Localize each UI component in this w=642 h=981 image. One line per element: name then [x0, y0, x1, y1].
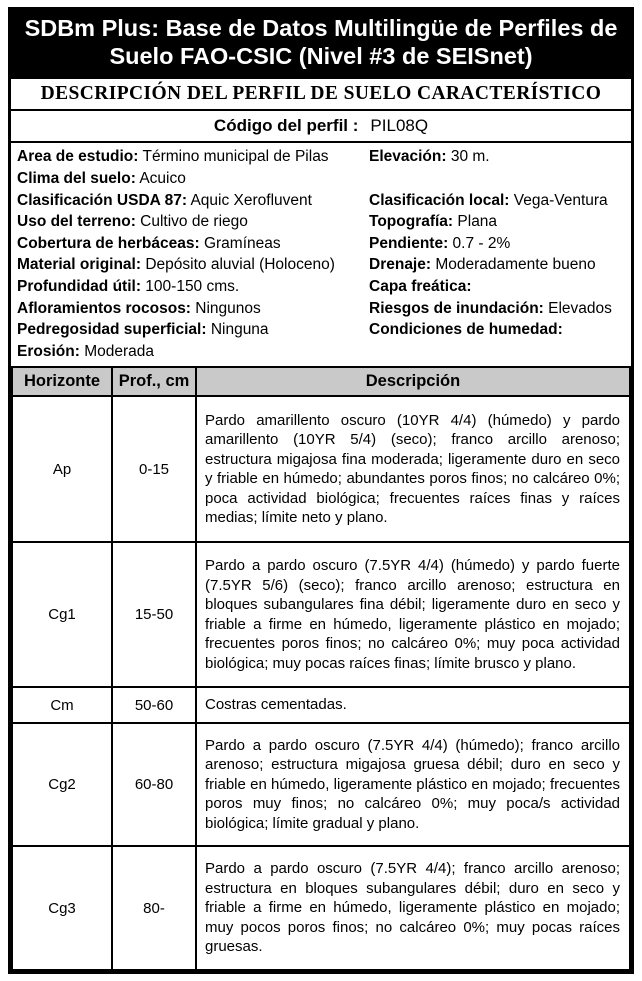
metadata-field — [17, 233, 369, 255]
horizon-cell: Cg3 — [12, 846, 112, 970]
metadata-grid — [17, 146, 625, 362]
horizon-cell: Cg2 — [12, 723, 112, 847]
metadata-value: Depósito aluvial (Holoceno) — [145, 256, 335, 274]
profile-code-label: Código del perfil : — [213, 116, 359, 136]
profile-code-value: PIL08Q — [370, 116, 429, 136]
depth-cell: 50-60 — [112, 687, 196, 723]
metadata-label: Elevación: — [369, 148, 447, 166]
metadata-value: Moderada — [84, 342, 154, 360]
metadata-label: Pendiente: — [369, 234, 449, 252]
soil-profile-report — [8, 7, 634, 974]
table-header-row — [12, 367, 630, 396]
metadata-label: Clasificación USDA 87: — [17, 191, 187, 209]
metadata-field — [17, 276, 369, 298]
metadata-field — [369, 233, 625, 255]
profile-code-row — [11, 109, 631, 141]
metadata-label: Uso del terreno: — [17, 213, 136, 231]
horizon-cell: Ap — [12, 396, 112, 542]
metadata-field — [369, 190, 625, 212]
column-header-prof: Prof., cm — [112, 367, 196, 396]
description-cell: Pardo a pardo oscuro (7.5YR 4/4); franco arcillo arenoso; estructura en bloques subangulares débil; duro en seco y friable a firme en húmedo, ligeramente plástico en mojado; muy pocos poros finos; no calcáreo 0%; muy pocas raíces gruesas. — [196, 846, 630, 970]
metadata-field — [369, 168, 625, 190]
depth-cell: 0-15 — [112, 396, 196, 542]
table-row — [12, 687, 630, 723]
table-row — [12, 542, 630, 688]
metadata-value: 0.7 - 2% — [452, 234, 511, 252]
description-cell: Pardo a pardo oscuro (7.5YR 4/4) (húmedo); franco arcillo arenoso; estructura migajosa gruesa débil; duro en seco y friable en húmedo, ligeramente plástico en mojado; frecuentes poros muy finos; no calcáreo 0%; muy poca/s actividad biológica; límite gradual y plano. — [196, 723, 630, 847]
metadata-value: Moderadamente bueno — [435, 256, 596, 274]
metadata-value: Gramíneas — [203, 234, 281, 252]
metadata-field — [369, 254, 625, 276]
metadata-value: Ninguna — [210, 321, 269, 339]
horizon-cell: Cg1 — [12, 542, 112, 688]
depth-cell: 15-50 — [112, 542, 196, 688]
description-cell: Costras cementadas. — [196, 687, 630, 723]
metadata-field — [369, 211, 625, 233]
depth-cell: 60-80 — [112, 723, 196, 847]
metadata-label: Clima del suelo: — [17, 170, 136, 188]
report-title: SDBm Plus: Base de Datos Multilingüe de Perfiles de Suelo FAO-CSIC (Nivel #3 de SEISnet) — [11, 10, 631, 77]
metadata-value: Elevados — [548, 299, 612, 317]
metadata-value: Ningunos — [195, 299, 261, 317]
metadata-field — [369, 276, 625, 298]
metadata-label: Capa freática: — [369, 278, 472, 295]
metadata-value: Plana — [457, 213, 498, 231]
metadata-value: 100-150 cms. — [145, 278, 240, 295]
metadata-value: Cultivo de riego — [140, 213, 248, 231]
metadata-field — [17, 168, 369, 190]
column-header-descripcion: Descripción — [196, 367, 630, 396]
metadata-label: Drenaje: — [369, 256, 432, 274]
metadata-field — [17, 146, 369, 168]
metadata-section — [11, 141, 631, 366]
metadata-label: Cobertura de herbáceas: — [17, 234, 200, 252]
metadata-label: Condiciones de humedad: — [369, 321, 563, 339]
table-row — [12, 396, 630, 542]
metadata-label: Clasificación local: — [369, 191, 510, 209]
metadata-label: Area de estudio: — [17, 148, 139, 166]
metadata-label: Topografía: — [369, 213, 454, 231]
metadata-value: Vega-Ventura — [513, 191, 608, 209]
metadata-field — [17, 254, 369, 276]
description-cell: Pardo amarillento oscuro (10YR 4/4) (húmedo) y pardo amarillento (10YR 5/4) (seco); franco arcillo arenoso; estructura migajosa fina moderada; ligeramente duro en seco y friable en húmedo; abundantes poros finos; no calcáreo 0%; poca actividad biológica; frecuentes raíces finas y raíces medias; límite neto y plano. — [196, 396, 630, 542]
metadata-field — [369, 146, 625, 168]
description-cell: Pardo a pardo oscuro (7.5YR 4/4) (húmedo) y pardo fuerte (7.5YR 5/6) (seco); franco arcillo arenoso; estructura en bloques subangulares fina débil; ligeramente duro en seco y friable a firme en húmedo, ligeramente plástico en mojado; frecuentes poros finos; no calcáreo 0%; muy poca actividad biológica; muy pocas raíces finas; límite brusco y plano. — [196, 542, 630, 688]
metadata-value: Acuico — [139, 170, 186, 188]
metadata-field — [17, 190, 369, 212]
depth-cell: 80- — [112, 846, 196, 970]
metadata-value: Aquic Xerofluvent — [190, 191, 312, 209]
metadata-field — [369, 298, 625, 320]
metadata-field — [17, 341, 369, 363]
section-heading: DESCRIPCIÓN DEL PERFIL DE SUELO CARACTERÍSTICO — [11, 77, 631, 109]
metadata-field — [369, 341, 625, 363]
metadata-label: Afloramientos rocosos: — [17, 299, 191, 317]
metadata-field — [17, 298, 369, 320]
table-row — [12, 846, 630, 970]
metadata-label: Profundidad útil: — [17, 278, 141, 295]
metadata-label: Erosión: — [17, 342, 80, 360]
metadata-value: Término municipal de Pilas — [142, 148, 329, 166]
horizon-cell: Cm — [12, 687, 112, 723]
metadata-field — [17, 319, 369, 341]
metadata-field — [369, 319, 625, 341]
metadata-label: Pedregosidad superficial: — [17, 321, 207, 339]
metadata-label: Material original: — [17, 256, 142, 274]
metadata-label: Riesgos de inundación: — [369, 299, 544, 317]
column-header-horizonte: Horizonte — [12, 367, 112, 396]
metadata-field — [17, 211, 369, 233]
table-row — [12, 723, 630, 847]
metadata-value: 30 m. — [450, 148, 490, 166]
horizon-table — [11, 366, 631, 971]
